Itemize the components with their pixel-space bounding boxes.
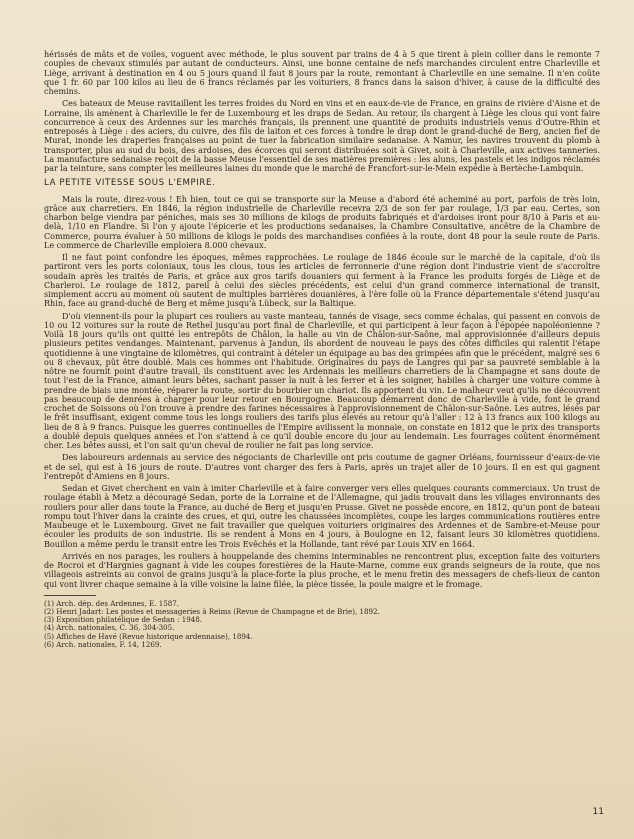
footnote: (3) Exposition philatélique de Sedan : 1948. (44, 615, 203, 625)
paper-stain (0, 719, 210, 839)
paragraph: Arrivés en nos parages, les rouliers à houppelande des chemins interminables ne rencontrent plus, exception faite des voituriers de Rocroi et d'Hargnies gagnant à vide les coupes forestières de la Haute-Marne, comme eux grands seigneurs de la route, que nos villageois astreints au convoi de grains jusqu'à la place-forte la plus proche, et le menu fretin des messagers de chefs-lieux de canton qui vont livrer chaque semaine à la ville voisine la laine filée, la pièce tissée, la poule maigre et le fromage. (44, 551, 600, 589)
paragraph: Mais la route, direz-vous ! Eh bien, tout ce qui se transporte sur la Meuse a d'abord été acheminé au port, parfois de très loin, grâce aux charretiers. En 1846, la région industrielle de Charleville recevra 2/3 de son fer par roulage, 1/3 par eau. Certes, son charbon belge viendra par péniches, mais ses 30 millions de kilogs de produits fabriqués et d'ardoises iront pour 8/10 à Paris et au-delà, 1/10 en Flandre. Si l'on y ajoute l'épicerie et les productions sedanaises, la Chambre Consultative, ancêtre de la Chambre de Commerce, pourra évaluer à 50 millions de kilogs le poids des marchandises confiées à la route, dont 48 pour la seule route de Paris. Le commerce de Charleville emploiera 8.000 chevaux. (44, 194, 600, 250)
footnote: (4) Arch. nationales, C. 36, 304-305. (44, 623, 175, 633)
text-column (44, 50, 600, 649)
paragraph: Des laboureurs ardennais au service des négociants de Charleville ont pris coutume de gagner Orléans, fournisseur d'eaux-de-vie et de sel, qui est à 16 jours de route. D'autres vont charger des fers à Paris, après un trajet aller de 10 jours. Il en est qui gagnent l'entrepôt d'Amiens en 8 jours. (44, 453, 600, 481)
footnotes (44, 600, 600, 649)
paragraph: Il ne faut point confondre les époques, mêmes rapprochées. Le roulage de 1846 écoule sur le marché de la capitale, d'où ils partiront vers les ports coloniaux, tous les clous, tous les articles de ferronnerie d'une région dont l'industrie vient de s'accroître soudain après les traités de Paris, et grâce aux gros tarifs douaniers qui ferment à la France les produits forgés de Liège et de Charleroi. Le roulage de 1812, pareil à celui des siècles précédents, est celui d'un grand commerce international de transit, simplement accru au moment où sautent de multiples barrières douanières, à l'ère folle où la France départementale s'étend jusqu'au Rhin, face au grand-duché de Berg et même jusqu'à Lübeck, sur la Baltique. (44, 253, 600, 309)
paragraph: hérissés de mâts et de voiles, voguent avec méthode, le plus souvent par trains de 4 à 5 que tirent à plein collier dans le remonte 7 couples de chevaux stimulés par autant de conducteurs. Ainsi, une bonne centaine de nefs marchandes circulent entre Charleville et Liège, arrivant à destination en 4 ou 5 jours quand il faut 8 jours par la route, remontant à Charleville en une semaine. Il n'en coûte que 1 fr. 60 par 100 kilos au lieu de 6 francs réclamés par les voituriers, 8 francs dans la saison d'hiver, à cause de la difficulté des chemins. (44, 50, 600, 96)
paragraph: D'où viennent-ils pour la plupart ces rouliers au vaste manteau, tannés de visage, secs comme échalas, qui passent en convois de 10 ou 12 voitures sur la route de Rethel jusqu'au port final de Charleville, et qui participent à leur façon à l'épopée napoléonienne ? Voilà 18 jours qu'ils ont quitté les entrepôts de Châlon, la halle au vin de Châlon-sur-Saône, mal approvisionnée d'ailleurs depuis plusieurs petites vendanges. Maintenant, parvenus à Jandun, ils abordent de nouveau le pays des côtes difficiles qui ralentit l'étape quotidienne à une vingtaine de kilomètres, qui contraint à dételer un équipage au bas des grimpées afin que le précédent, malgré ses 6 ou 8 chevaux, pût être doublé. Mais ces hommes ont l'habitude. Originaires du pays de Langres qui par sa pauvreté semblable à la nôtre ne fournit point d'autre travail, ils constituent avec les Ardennais les meilleurs charretiers de la Champagne et sans doute de tout l'est de la France, aimant leurs bêtes, sachant passer la nuit à les ferrer et à les soigner, habiles à charger une voiture comme à prendre de biais une montée, réparer la route, sortir du bourbier un chariot. Ils apportent du vin. Le malheur veut qu'ils ne découvrent pas beaucoup de denrées à charger pour leur retour en Bourgogne. Beaucoup démarrent donc de Charleville à vide, font le grand crochet de Soissons où l'on trouve à prendre des farines nécessaires à l'approvisionnement de Châlon-sur-Saône. Les autres, lésés par le frêt insuffisant, exigent comme tous les longs rouliers des tarifs plus élevés au retour qu'à l'aller : 12 à 13 francs aux 100 kilogs au lieu de 8 à 9 francs. Puisque les guerres continuelles de l'Empire avilissent la monnaie, on constate en 1812 que le prix des transports a doublé depuis quelques années et l'on s'attend à ce qu'il double encore du jour au lendemain. Les fourrages coûtent énormément cher. Les bêtes aussi, et l'on sait qu'un cheval de roulier ne fait pas long service. (44, 311, 600, 450)
page-number: 11 (592, 807, 604, 817)
section-heading: LA PETITE VITESSE SOUS L'EMPIRE. (44, 178, 216, 189)
paragraph: Sedan et Givet cherchent en vain à imiter Charleville et à faire converger vers elles quelques courants commerciaux. Un trust de roulage établi à Metz a découragé Sedan, porte de la Lorraine et de l'Allemagne, qui jadis trouvait dans les villages environnants des rouliers pour aller dans toute la France, au duché de Berg et jusqu'en Prusse. Givet ne possède encore, en 1812, qu'un pont de bateau rompu tout l'hiver dans la crainte des crues, et qui, outre les chaussées incomplètes, coupe les larges communications routières entre Maubeuge et le Luxembourg. Givet ne fait travailler que quelques voituriers originaires des Ardennes et de Sambre-et-Meuse pour écouler les produits de son industrie. Ils se rendent à Mons en 4 jours, à Boulogne en 12, faisant leurs 30 kilomètres quotidiens. Bouillon a même perdu le transit entre les Trois Evêchés et la Hollande, tant révé par Louis XIV en 1664. (44, 484, 600, 549)
footnote: (6) Arch. nationales, F. 14, 1269. (44, 639, 162, 649)
footnote: (5) Affiches de Havé (Revue historique ardennaise), 1894. (44, 631, 253, 641)
footnote: (2) Henri Jadart: Les postes et messageries à Reims (Revue de Champagne et de Brie), 1892. (44, 606, 380, 616)
paragraph: Ces bateaux de Meuse ravitaillent les terres froides du Nord en vins et en eaux-de-vie de France, en grains de rivière d'Aisne et de Lorraine, ils amènent à Charleville le fer de Luxembourg et les draps de Sedan. Au retour, ils chargent à Liège les clous qui vont faire concurrence à ceux des Ardennes sur les marchés français, ils prennent une quantité de produits industriels venus d'Outre-Rhin et entreposés à Liège : des aciers, du cuivre, des fils de laiton et ces forces à tondre le drap dont le grand-duché de Berg, ancien fief de Murat, inonde les draperies françaises au point de tuer la fabrication similaire sedanaise. A Namur, les navires trouvent du plomb à transporter, plus au sud du bois, des ardoises, des écorces qui seront distribuées soit à Givet, soit à Charleville, aux actives tanneries. La manufacture sedanaise reçoit de la basse Meuse l'essentiel de ses matières premières : les aluns, les pastels et les indigos réclamés par la teinture, sans compter les meilleures laines du monde que le marché de Francfort-sur-le-Mein expédie à Bertèche-Lambquin. (44, 99, 600, 173)
footnote-divider (44, 595, 96, 596)
footnote: (1) Arch. dép. des Ardennes, E. 1587. (44, 598, 180, 608)
